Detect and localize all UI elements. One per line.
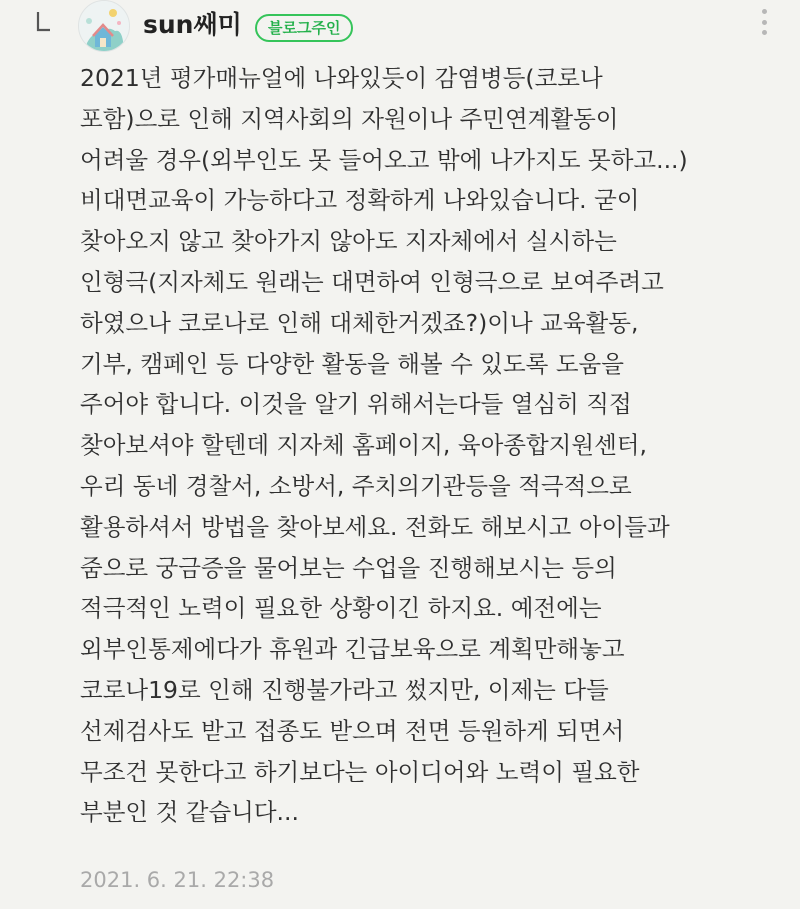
blog-owner-badge [255,14,353,42]
cartoon-avatar-icon [79,1,129,51]
comment-line: 인형극(지자체도 원래는 대면하여 인형극으로 보여주려고 [80,267,664,296]
vertical-ellipsis-dot [762,30,767,35]
comment-line: 선제검사도 받고 접종도 받으며 전면 등원하게 되면서 [80,716,625,745]
comment-line: 포함)으로 인해 지역사회의 자원이나 주민연계활동이 [80,104,619,133]
comment-line: 2021년 평가매뉴얼에 나와있듯이 감염병등(코로나 [80,64,603,92]
vertical-ellipsis-dot [762,20,767,25]
comment-line: 활용하셔서 방법을 찾아보세요. 전화도 해보시고 아이들과 [80,512,670,541]
comment-line: 비대면교육이 가능하다고 정확하게 나와있습니다. 굳이 [80,186,640,215]
comment-line: 찾아오지 않고 찾아가지 않아도 지자체에서 실시하는 [80,227,617,256]
comment-text [80,58,780,833]
comment-line: 우리 동네 경찰서, 소방서, 주치의기관등을 적극적으로 [80,471,632,500]
comment-line: 코로나19로 인해 진행불가라고 썼지만, 이제는 다들 [80,675,609,704]
avatar[interactable] [78,0,130,52]
comment-line: 적극적인 노력이 필요한 상황이긴 하지요. 예전에는 [80,594,602,623]
vertical-ellipsis-icon [762,9,767,14]
comment-line: 하였으나 코로나로 인해 대체한거겠죠?)이나 교육활동, [80,308,639,337]
comment-line: 외부인통제에다가 휴원과 긴급보육으로 계획만해놓고 [80,635,625,664]
comment-line: 줌으로 궁금증을 물어보는 수업을 진행해보시는 등의 [80,553,617,582]
comment-line: 주어야 합니다. 이것을 알기 위해서는다들 열심히 직접 [80,390,632,419]
comment-line: 찾아보셔야 할텐데 지자체 홈페이지, 육아종합지원센터, [80,431,647,460]
blog-owner-badge-label: 블로그주인 [268,19,341,37]
reply-arrow-icon [36,12,50,32]
comment-line: 무조건 못한다고 하기보다는 아이디어와 노력이 필요한 [80,757,640,786]
comment-line: 부분인 것 같습니다... [80,798,299,827]
author-name[interactable]: sun쌔미 [143,10,242,39]
comment-line: 기부, 캠페인 등 다양한 활동을 해볼 수 있도록 도움을 [80,349,624,378]
comment-line: 어려울 경우(외부인도 못 들어오고 밖에 나가지도 못하고...) [80,145,688,174]
more-options-button[interactable] [752,6,776,38]
comment-timestamp: 2021. 6. 21. 22:38 [80,868,275,892]
